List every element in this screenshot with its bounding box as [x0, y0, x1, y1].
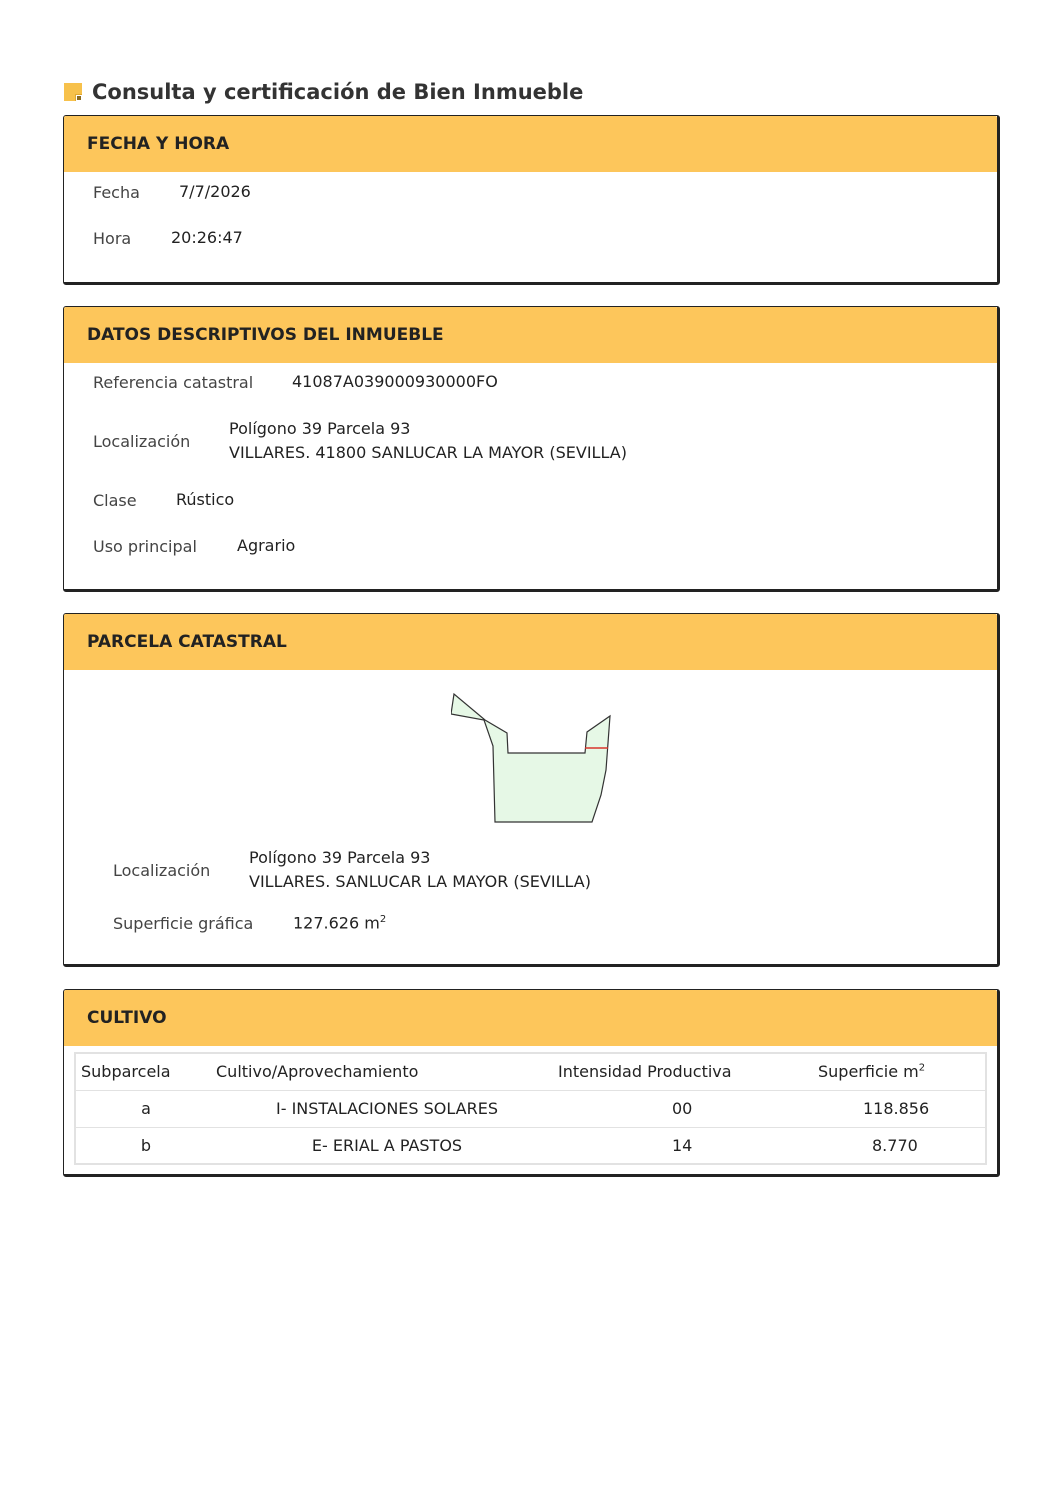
cultivo-table-header: [75, 1053, 986, 1090]
cell-intensidad: 00: [558, 1090, 818, 1127]
col-subparcela: Subparcela: [75, 1053, 216, 1090]
datos-descriptivos-panel: [63, 306, 1000, 592]
clase-value: Rústico: [176, 490, 235, 509]
referencia-row: [93, 370, 498, 394]
page-title-text: Consulta y certificación de Bien Inmueble: [92, 80, 584, 104]
col-cultivo: Cultivo/Aprovechamiento: [216, 1053, 558, 1090]
localizacion-line1: Polígono 39 Parcela 93: [229, 419, 411, 438]
parcela-catastral-header: PARCELA CATASTRAL: [64, 614, 997, 670]
localizacion-row: [93, 417, 627, 465]
superficie-label: Superficie gráfica: [113, 914, 254, 934]
fecha-label: Fecha: [93, 182, 140, 202]
table-row: [75, 1127, 986, 1164]
hora-row: [93, 226, 243, 250]
parcela-localizacion-line2: VILLARES. SANLUCAR LA MAYOR (SEVILLA): [249, 872, 591, 891]
cell-superficie: 8.770: [872, 1135, 918, 1155]
cell-cultivo: E- ERIAL A PASTOS: [311, 1135, 463, 1155]
cell-intensidad: 14: [672, 1135, 693, 1155]
cultivo-table: [74, 1052, 987, 1165]
uso-value: Agrario: [237, 536, 296, 555]
fecha-row: [93, 180, 251, 204]
fecha-value: 7/7/2026: [179, 182, 251, 201]
parcela-localizacion-value: [249, 846, 591, 894]
superficie-value: 127.626 $m^2$: [293, 913, 387, 933]
parcela-catastral-panel: [63, 613, 1000, 967]
uso-label: Uso principal: [93, 536, 197, 556]
parcela-localizacion-row: [113, 846, 591, 894]
table-row: [75, 1090, 986, 1127]
referencia-label: Referencia catastral: [93, 372, 254, 392]
page-title: [64, 78, 583, 106]
col-superficie: Superficie $m^2$: [818, 1053, 986, 1090]
referencia-value: 41087A039000930000FO: [292, 372, 498, 391]
parcel-map: [451, 690, 617, 826]
parcela-localizacion-line1: Polígono 39 Parcela 93: [249, 848, 431, 867]
fecha-hora-panel: [63, 115, 1000, 285]
superficie-row: [113, 908, 386, 935]
document-corner-icon: [64, 83, 82, 101]
col-intensidad: Intensidad Productiva: [558, 1053, 818, 1090]
cell-subparcela: b: [140, 1135, 152, 1155]
datos-descriptivos-header: DATOS DESCRIPTIVOS DEL INMUEBLE: [64, 307, 997, 363]
hora-label: Hora: [93, 228, 132, 248]
cultivo-header: CULTIVO: [64, 990, 997, 1046]
clase-label: Clase: [93, 490, 137, 510]
parcel-shape: [451, 694, 610, 822]
cell-superficie: 118.856: [818, 1090, 986, 1127]
parcela-localizacion-label: Localización: [113, 860, 211, 880]
hora-value: 20:26:47: [171, 228, 243, 247]
localizacion-line2: VILLARES. 41800 SANLUCAR LA MAYOR (SEVILLA): [229, 443, 627, 462]
clase-row: [93, 488, 234, 512]
localizacion-value: [229, 417, 627, 465]
cell-cultivo: I- INSTALACIONES SOLARES: [216, 1090, 558, 1127]
cultivo-panel: [63, 989, 1000, 1177]
localizacion-label: Localización: [93, 431, 191, 451]
uso-row: [93, 534, 295, 558]
fecha-hora-header: FECHA Y HORA: [64, 116, 997, 172]
cell-subparcela: a: [75, 1090, 216, 1127]
